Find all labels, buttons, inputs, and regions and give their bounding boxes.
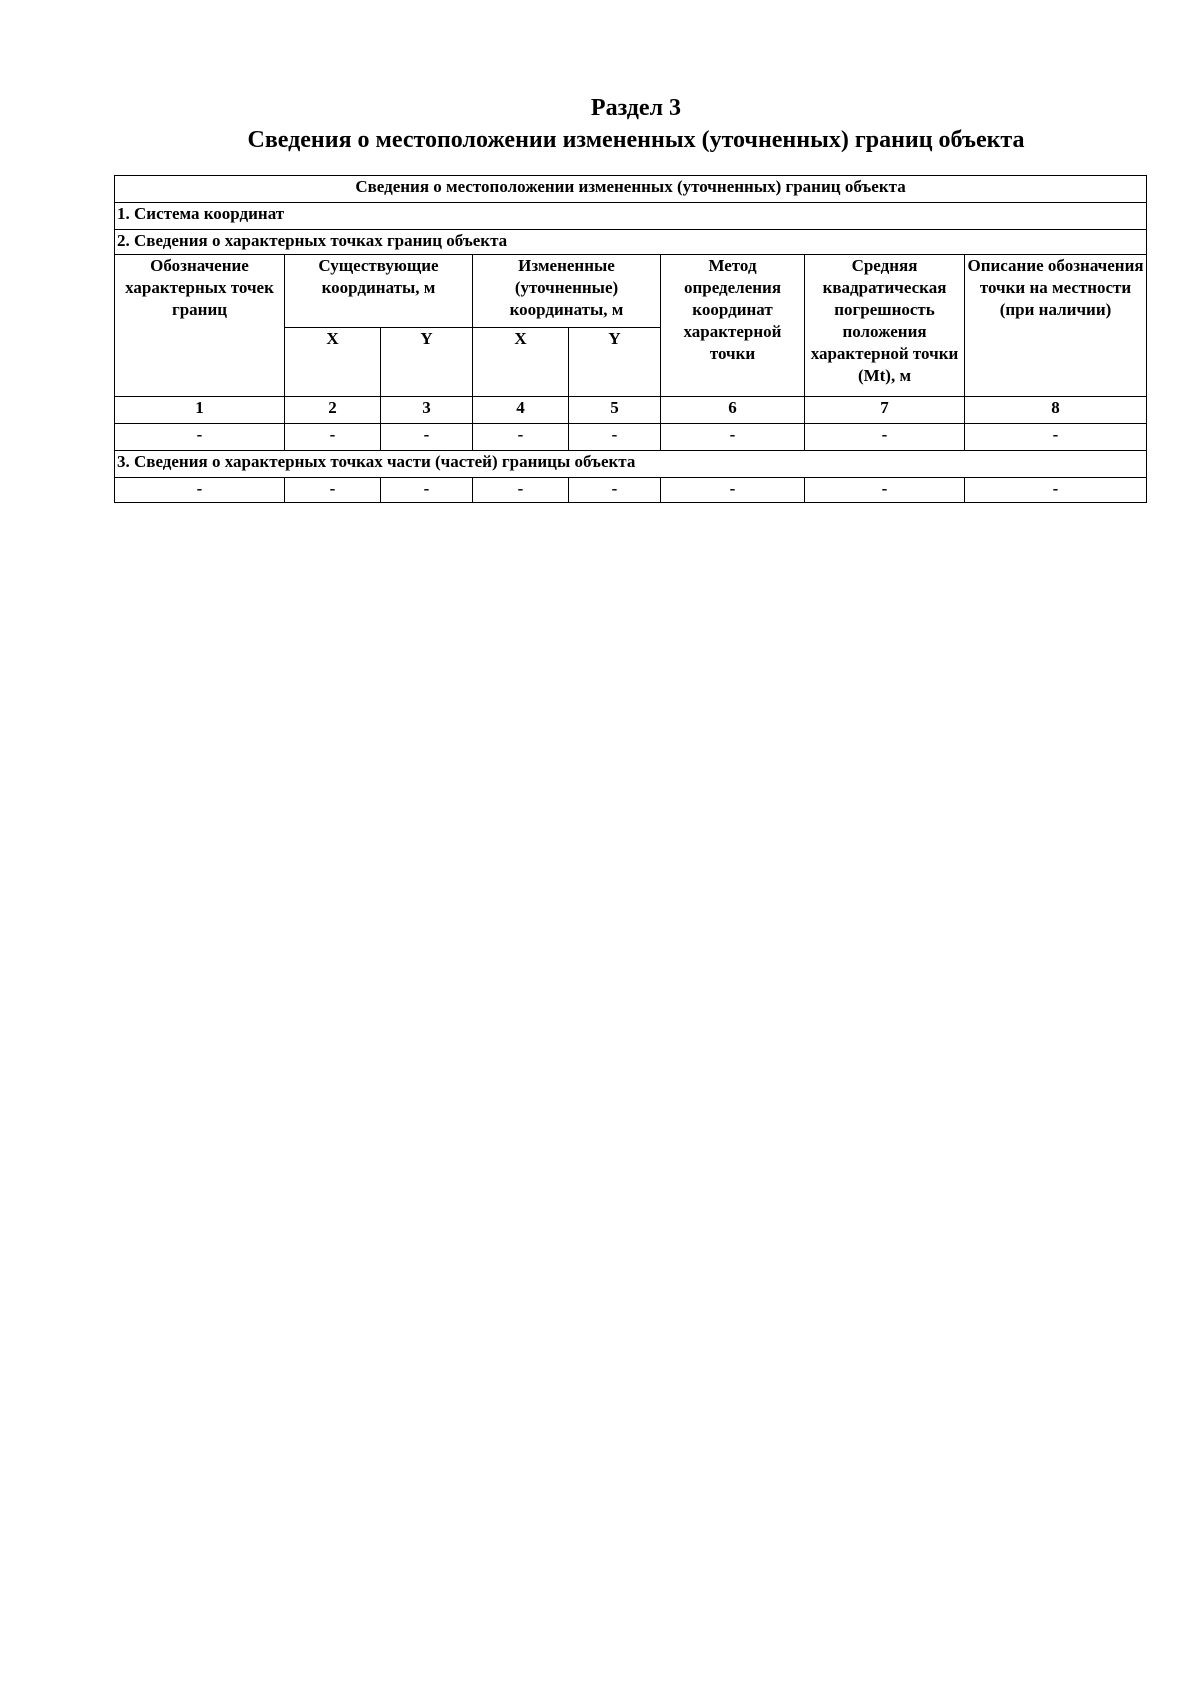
table-caption: Сведения о местоположении измененных (уточненных) границ объекта <box>115 176 1147 203</box>
points-section-label: 2. Сведения о характерных точках границ объекта <box>115 230 1147 255</box>
table-cell: - <box>569 478 661 503</box>
header-changed-coordinates: Измененные (уточненные) координаты, м <box>473 255 661 328</box>
header-changed-x: X <box>473 328 569 397</box>
column-number: 1 <box>115 397 285 424</box>
header-mean-square-error: Средняя квадратическая погрешность положения характерной точки (Mt), м <box>805 255 965 397</box>
table-cell: - <box>115 424 285 451</box>
table-cell: - <box>473 424 569 451</box>
header-changed-y: Y <box>569 328 661 397</box>
column-number: 2 <box>285 397 381 424</box>
header-description: Описание обозначения точки на местности (при наличии) <box>965 255 1147 397</box>
parts-section-label: 3. Сведения о характерных точках части (частей) границы объекта <box>115 451 1147 478</box>
table-cell: - <box>965 478 1147 503</box>
table-cell: - <box>285 424 381 451</box>
column-number: 3 <box>381 397 473 424</box>
section-header <box>0 92 1200 156</box>
header-existing-y: Y <box>381 328 473 397</box>
table-cell: - <box>381 424 473 451</box>
column-number: 4 <box>473 397 569 424</box>
table-cell: - <box>661 424 805 451</box>
table-cell: - <box>285 478 381 503</box>
coord-system-label: 1. Система координат <box>115 203 1147 230</box>
table-cell: - <box>661 478 805 503</box>
header-row-1 <box>115 255 1147 328</box>
column-number: 6 <box>661 397 805 424</box>
coord-system-row <box>115 203 1147 230</box>
section-subtitle: Сведения о местоположении измененных (уточненных) границ объекта <box>247 127 1025 153</box>
table-caption-row <box>115 176 1147 203</box>
parts-data-row <box>115 478 1147 503</box>
table-cell: - <box>381 478 473 503</box>
header-point-designation: Обозначение характерных точек границ <box>115 255 285 397</box>
table-cell: - <box>569 424 661 451</box>
header-existing-x: X <box>285 328 381 397</box>
section-title: Раздел 3 <box>590 95 682 121</box>
column-number: 8 <box>965 397 1147 424</box>
points-data-row <box>115 424 1147 451</box>
table-cell: - <box>965 424 1147 451</box>
column-number: 5 <box>569 397 661 424</box>
parts-section-row <box>115 451 1147 478</box>
column-numbers-row <box>115 397 1147 424</box>
table-cell: - <box>115 478 285 503</box>
column-number: 7 <box>805 397 965 424</box>
table-cell: - <box>473 478 569 503</box>
points-section-row <box>115 230 1147 255</box>
table-cell: - <box>805 424 965 451</box>
header-existing-coordinates: Существующие координаты, м <box>285 255 473 328</box>
boundary-coordinates-table <box>114 175 1147 503</box>
table-cell: - <box>805 478 965 503</box>
header-method: Метод определения координат характерной точки <box>661 255 805 397</box>
